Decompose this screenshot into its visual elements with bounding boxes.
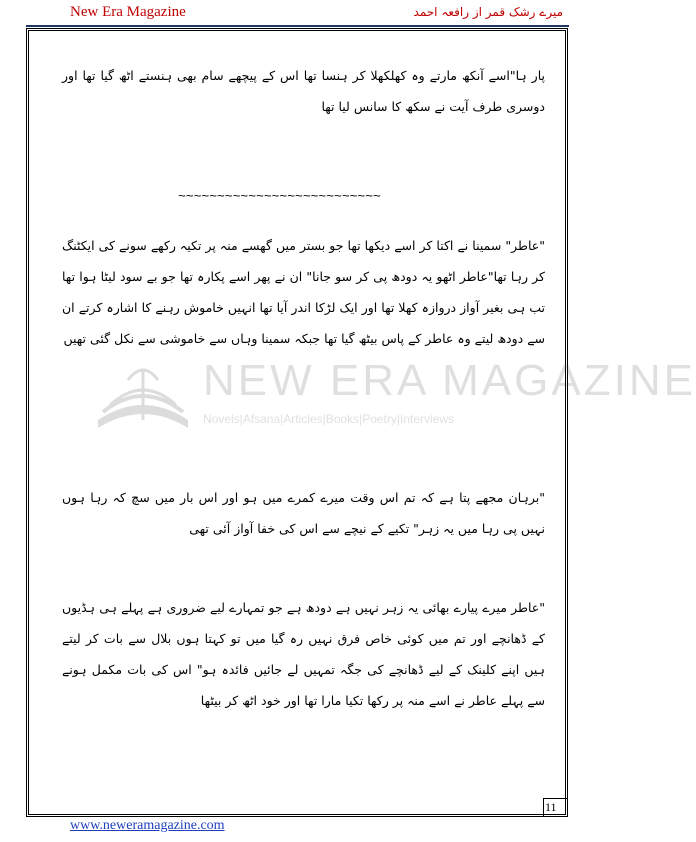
paragraph-1: پار ہا"اسے آنکھ مارتے وہ کھلکھلا کر ہنسا تھا اس کے پیچھے سام بھی ہنستے اٹھ گیا تھا اور دوسری طرف آیت نے سکھ کا سانس لیا تھا bbox=[62, 68, 545, 114]
section-divider: ~~~~~~~~~~~~~~~~~~~~~~~~~~ bbox=[178, 189, 381, 204]
footer-link[interactable]: www.neweramagazine.com bbox=[70, 818, 225, 833]
paragraph-2: "عاطر" سمینا نے اکتا کر اسے دیکھا تھا جو بستر میں گھسے منہ پر تکیہ رکھے سونے کی ایکٹنگ کر رہا تھا"عاطر اٹھو یہ دودھ پی کر سو جانا" ان نے پھر اسے پکارہ تھا جو بے سود لیٹا ہوا تھا تب ہی بغیر آواز دروازہ کھلا تھا اور ایک لڑکا اندر آیا تھا انہیں خاموش رہنے کا اشارہ کرتے ان سے دودھ لیتے وہ عاطر کے پاس بیٹھ گیا تھا جبکہ سمینا وہاں سے خاموشی سے نکل گئی تھیں bbox=[62, 238, 545, 346]
page-number: 11 bbox=[545, 800, 557, 814]
header-rule bbox=[26, 25, 569, 27]
paragraph-4: "عاطر میرے پیارے بھائی یہ زہر نہیں ہے دودھ ہے جو تمہارے لیے ضروری ہے پہلے ہی ہڈیوں کے ڈھانچے اور تم میں کوئی خاص فرق نہیں رہ گیا میں تو کہتا ہوں بلال سے بات کر لیتے ہیں اپنے کلینک کے لیے ڈھانچے کی جگہ تمہیں لے جائیں فائدہ ہو" اس کی بات مکمل ہونے سے پہلے عاطر نے اسے منہ پر رکھا تکیا مارا تھا اور خود اٹھ کر بیٹھا bbox=[62, 600, 545, 708]
story-title: میرے رشک قمر از رافعہ احمد bbox=[413, 5, 563, 19]
watermark-title: NEW ERA MAGAZINE bbox=[203, 356, 696, 405]
magazine-title: New Era Magazine bbox=[70, 4, 186, 20]
watermark-subtitle: Novels|Afsana|Articles|Books|Poetry|Interviews bbox=[203, 412, 455, 426]
paragraph-3: "برہان مجھے پتا ہے کہ تم اس وقت میرے کمرے میں ہو اور اس بار میں سچ کہ رہا ہوں نہیں پی رہا میں یہ زہر" تکیے کے نیچے سے اس کی خفا آواز آئی تھی bbox=[62, 490, 545, 536]
